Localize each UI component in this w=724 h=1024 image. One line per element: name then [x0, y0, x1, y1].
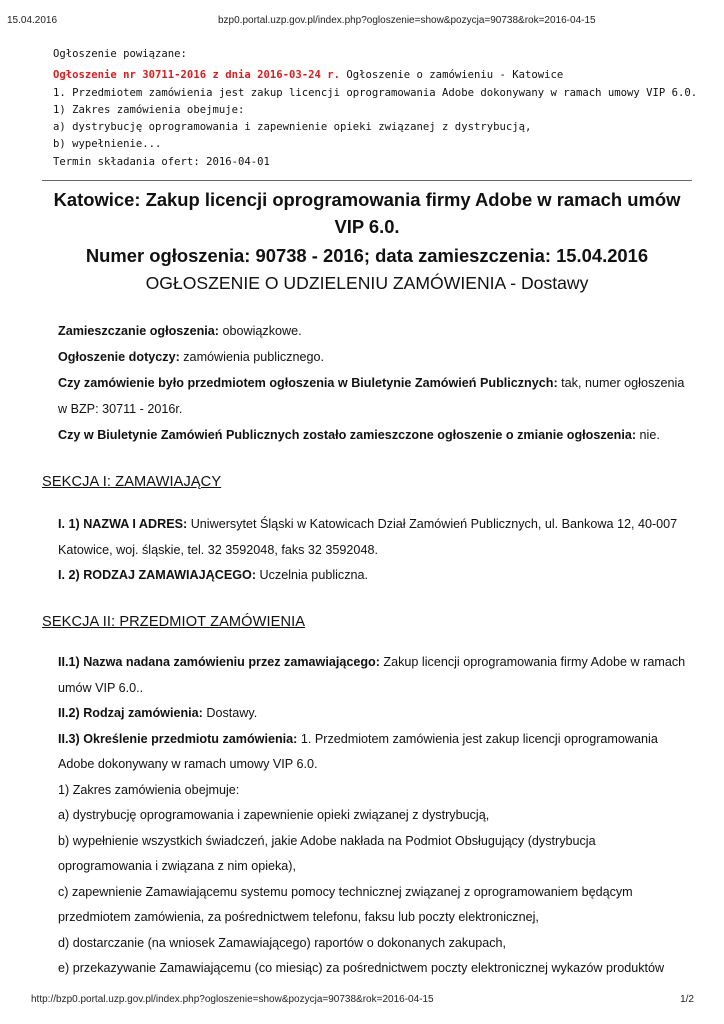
field-concerns	[58, 344, 688, 370]
intro-fields	[58, 318, 688, 448]
field-contracting-type	[58, 563, 688, 589]
section-2-heading: SEKCJA II: PRZEDMIOT ZAMÓWIENIA	[42, 614, 306, 630]
related-line: a) dystrybucję oprogramowania i zapewnienie opieki związanej z dystrybucją,	[53, 121, 532, 134]
section-1-body	[58, 512, 688, 589]
related-link-line	[53, 67, 693, 84]
divider	[42, 180, 692, 181]
field-label: I. 2) RODZAJ ZAMAWIAJĄCEGO:	[58, 568, 257, 582]
field-value: 1. Przedmiotem zamówienia jest zakup licencji oprogramowania Adobe dokonywany w ramach umowy VIP 6.0.	[58, 731, 658, 771]
field-name-address	[58, 512, 688, 563]
field-label: Ogłoszenie dotyczy:	[58, 350, 180, 364]
field-value: obowiązkowe.	[218, 324, 302, 338]
field-label: II.3) Określenie przedmiotu zamówienia:	[58, 731, 298, 746]
scope-line: a) dystrybucję oprogramowania i zapewnienie opieki związanej z dystrybucją,	[58, 808, 490, 822]
section-2-body	[58, 650, 688, 982]
field-value: zamówienia publicznego.	[179, 350, 324, 364]
field-label: Czy w Biuletynie Zamówień Publicznych zostało zamieszczone ogłoszenie o zmianie ogłoszenia:	[58, 428, 637, 442]
notice-title: Katowice: Zakup licencji oprogramowania firmy Adobe w ramach umów VIP 6.0.	[53, 189, 681, 237]
field-order-subject	[58, 727, 688, 778]
related-line: Termin składania ofert: 2016-04-01	[53, 155, 270, 168]
field-order-name	[58, 650, 688, 701]
related-notice-link[interactable]: Ogłoszenie nr 30711-2016 z dnia 2016-03-24 r.	[53, 69, 341, 82]
related-label: Ogłoszenie powiązane:	[53, 48, 187, 60]
scope-line: d) dostarczanie (na wniosek Zamawiającego) raportów o dokonanych zakupach,	[58, 935, 507, 950]
print-date: 15.04.2016	[7, 15, 58, 26]
notice-number: Numer ogłoszenia: 90738 - 2016; data zamieszczenia: 15.04.2016	[85, 245, 649, 266]
scope-line: b) wypełnienie wszystkich świadczeń, jakie Adobe nakłada na Podmiot Obsługujący (dystrybucja oprogramowania i związana z nim opieka),	[58, 833, 596, 873]
print-footer	[0, 994, 724, 1008]
field-value: nie.	[636, 428, 660, 442]
field-label: Zamieszczanie ogłoszenia:	[58, 324, 219, 338]
related-notice	[53, 46, 698, 171]
field-value: Dostawy.	[202, 706, 258, 720]
print-header	[0, 15, 724, 29]
related-line: 1. Przedmiotem zamówienia jest zakup licencji oprogramowania Adobe dokonywany w ramach umowy VIP 6.0.	[53, 86, 698, 99]
field-value: Uczelnia publiczna.	[256, 568, 369, 582]
field-bzp-notice	[58, 370, 688, 422]
field-value: Uniwersytet Śląski w Katowicach Dział Zamówień Publicznych, ul. Bankowa 12, 40-007 Katowice, woj. śląskie, tel. 32 3592048, faks 32 3592048.	[58, 517, 678, 557]
footer-url: http://bzp0.portal.uzp.gov.pl/index.php?ogloszenie=show&pozycja=90738&rok=2016-04-15	[31, 994, 434, 1005]
related-line: b) wypełnienie...	[53, 138, 162, 151]
related-line: 1) Zakres zamówienia obejmuje:	[53, 103, 245, 116]
page-number: 1/2	[680, 994, 694, 1005]
field-label: II.2) Rodzaj zamówienia:	[58, 706, 203, 720]
field-label: II.1) Nazwa nadana zamówieniu przez zamawiającego:	[58, 655, 380, 669]
field-publication	[58, 318, 688, 344]
notice-type: OGŁOSZENIE O UDZIELENIU ZAMÓWIENIA - Dostawy	[145, 273, 589, 293]
field-label: Czy zamówienie było przedmiotem ogłoszenia w Biuletynie Zamówień Publicznych:	[58, 376, 558, 390]
print-url: bzp0.portal.uzp.gov.pl/index.php?ogloszenie=show&pozycja=90738&rok=2016-04-15	[218, 15, 596, 26]
field-order-type	[58, 701, 688, 727]
scope-line: c) zapewnienie Zamawiającemu systemu pomocy technicznej związanej z oprogramowaniem będącym przedmiotem zamówienia, za pośrednictwem telefonu, faksu lub poczty elektronicznej,	[58, 884, 633, 924]
notice-title-block	[42, 186, 692, 297]
field-value: tak, numer ogłoszenia w BZP: 30711 - 2016r.	[58, 376, 685, 416]
scope-line: 1) Zakres zamówienia obejmuje:	[58, 782, 240, 797]
field-value: Zakup licencji oprogramowania firmy Adobe w ramach umów VIP 6.0..	[58, 655, 686, 695]
section-1-heading: SEKCJA I: ZAMAWIAJĄCY	[42, 474, 222, 490]
field-change-notice	[58, 422, 688, 448]
field-label: I. 1) NAZWA I ADRES:	[58, 517, 188, 531]
scope-line: e) przekazywanie Zamawiającemu (co miesiąc) za pośrednictwem poczty elektronicznej wykazów produktów	[58, 961, 665, 975]
related-link-suffix: Ogłoszenie o zamówieniu - Katowice	[340, 69, 564, 82]
